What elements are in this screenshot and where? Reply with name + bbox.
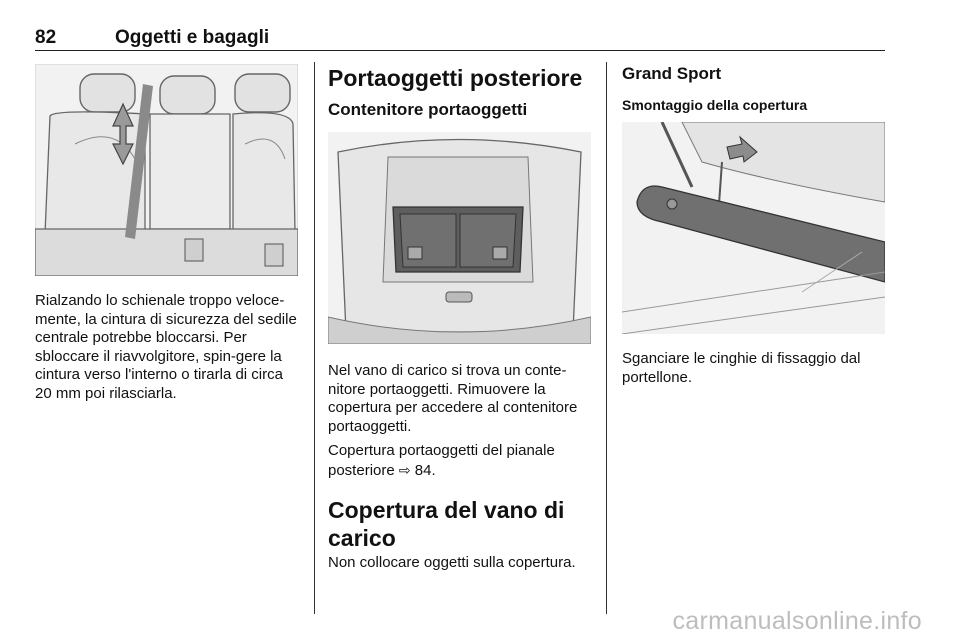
page-header [35,22,885,51]
load-cover-paragraph: Non collocare oggetti sulla copertura. [328,554,576,571]
section-subheading: Contenitore portaoggetti [328,100,528,119]
column-divider [314,62,315,614]
model-heading: Grand Sport [622,64,722,83]
watermark: carmanualsonline.info [672,607,922,635]
chapter-title: Oggetti e bagagli [115,27,270,48]
cover-reference-text: Copertura portaoggetti del pianale posteriore [328,442,555,479]
removal-paragraph: Sganciare le cinghie di fissaggio dal portellone. [622,350,861,386]
page-number: 82 [35,27,57,48]
seat-belt-paragraph: Rialzando lo schienale troppo veloce-mente, la cintura di sicurezza del sedile centrale potrebbe bloccarsi. Per sbloccare il riavvolgitore, spin-gere la cintura verso l'interno o tirarla di circa 20 mm poi rilasciarla. [35,292,297,402]
removal-subheading: Smontaggio della copertura [622,97,808,113]
section-heading: Portaoggetti posteriore [328,65,583,91]
column-divider [606,62,607,614]
storage-compartment-illustration [328,132,591,344]
cover-reference-paragraph [328,442,594,480]
cover-removal-illustration [622,122,885,334]
compartment-paragraph: Nel vano di carico si trova un conte-nitore portaoggetti. Rimuovere la copertura per accedere al contenitore portaoggetti. [328,362,578,435]
load-cover-heading: Copertura del vano di carico [328,497,565,551]
reference-arrow-icon: ⇨ [398,461,411,478]
seat-belt-illustration [35,64,298,276]
page-reference-link[interactable]: 84. [414,461,436,479]
column-left [35,64,303,403]
column-right [622,64,888,387]
column-middle [328,64,594,573]
